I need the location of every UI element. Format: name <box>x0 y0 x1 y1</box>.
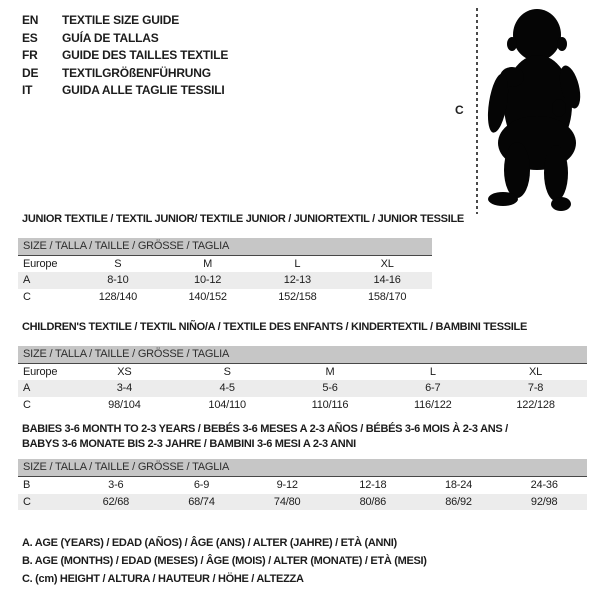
footnote-list <box>22 534 427 588</box>
row-label: Europe <box>23 365 58 378</box>
table-title-line: BABIES 3-6 MONTH TO 2-3 YEARS / BEBÉS 3-6 MESES A 2-3 AÑOS / BÉBÉS 3-6 MOIS À 2-3 ANS / <box>22 423 508 435</box>
size-value-cell: 116/122 <box>414 398 452 411</box>
junior-textile-table <box>18 212 464 305</box>
table-title-line: JUNIOR TEXTILE / TEXTIL JUNIOR/ TEXTILE JUNIOR / JUNIORTEXTIL / JUNIOR TESSILE <box>22 213 464 225</box>
size-value-cell: 62/68 <box>102 495 130 508</box>
size-value-cell: 5-6 <box>322 382 338 394</box>
size-value-cell: 152/158 <box>278 290 317 303</box>
size-value-cell: M <box>203 257 213 270</box>
language-code: ES <box>22 30 38 45</box>
row-label: C <box>23 290 31 303</box>
size-value-cell: L <box>429 365 436 378</box>
size-value-cell: 74/80 <box>273 495 301 508</box>
size-value-cell: 158/170 <box>367 290 407 303</box>
language-label: GUIDE DES TAILLES TEXTILE <box>62 48 229 62</box>
footnote-line-b: B. AGE (MONTHS) / EDAD (MESES) / ÂGE (MOIS) / ALTER (MONATE) / ETÀ (MESI) <box>22 555 427 567</box>
size-value-cell: 6-9 <box>193 479 210 491</box>
size-value-cell: 12-18 <box>359 479 387 491</box>
size-value-cell: 128/140 <box>98 290 138 303</box>
size-value-cell: 104/110 <box>208 398 246 411</box>
size-value-cell: 3-6 <box>108 479 124 491</box>
language-row-es <box>22 30 228 48</box>
table-row-a <box>18 380 587 397</box>
junior-table-title <box>18 212 464 227</box>
table-row-c <box>18 397 587 414</box>
size-value-cell: M <box>325 365 335 378</box>
size-value-cell: 14-16 <box>373 274 401 286</box>
babies-size-header-band: SIZE / TALLA / TAILLE / GRÖSSE / TAGLIA <box>18 459 587 477</box>
size-value-cell: 140/152 <box>188 290 227 303</box>
height-measure-dashed-line <box>476 8 478 214</box>
language-row-fr <box>22 47 228 65</box>
size-value-cell: 68/74 <box>188 495 215 508</box>
size-value-cell: 10-12 <box>194 274 222 286</box>
size-value-cell: XL <box>380 257 394 270</box>
size-value-cell: 7-8 <box>527 382 544 394</box>
junior-size-header-band: SIZE / TALLA / TAILLE / GRÖSSE / TAGLIA <box>18 238 432 256</box>
row-label: C <box>23 495 31 508</box>
children-size-header-band: SIZE / TALLA / TAILLE / GRÖSSE / TAGLIA <box>18 346 587 364</box>
table-title-line: CHILDREN'S TEXTILE / TEXTIL NIÑO/A / TEXTILE DES ENFANTS / KINDERTEXTIL / BAMBINI TESSILE <box>22 321 527 333</box>
table-row-europe <box>18 256 432 273</box>
table-row-b <box>18 477 587 494</box>
size-value-cell: 3-4 <box>116 382 133 394</box>
size-value-cell: 18-24 <box>444 479 473 491</box>
language-label: GUÍA DE TALLAS <box>62 30 159 45</box>
row-label: A <box>23 274 31 286</box>
size-value-cell: L <box>294 257 301 270</box>
table-row-europe <box>18 364 587 381</box>
language-label: GUIDA ALLE TAGLIE TESSILI <box>62 83 225 97</box>
size-value-cell: S <box>223 365 231 378</box>
language-label: TEXTILE SIZE GUIDE <box>62 13 180 27</box>
toddler-silhouette-icon <box>482 5 598 215</box>
language-code: DE <box>22 65 39 80</box>
footnote-line-c: C. (cm) HEIGHT / ALTURA / HAUTEUR / HÖHE / ALTEZZA <box>22 573 304 585</box>
language-label: TEXTILGRÖßENFÜHRUNG <box>62 65 211 80</box>
size-value-cell: 86/92 <box>445 495 472 508</box>
language-code: FR <box>22 48 38 62</box>
size-value-cell: 24-36 <box>530 479 558 491</box>
children-textile-table <box>18 320 587 413</box>
size-value-cell: 110/116 <box>311 398 349 411</box>
row-label: A <box>23 382 31 394</box>
size-value-cell: 9-12 <box>276 479 298 491</box>
footnote-line-a: A. AGE (YEARS) / EDAD (AÑOS) / ÂGE (ANS) / ALTER (JAHRE) / ETÀ (ANNI) <box>22 537 397 549</box>
size-value-cell: XS <box>117 365 132 378</box>
language-row-it <box>22 82 228 100</box>
size-value-cell: 12-13 <box>283 274 311 286</box>
language-row-en <box>22 12 228 30</box>
table-title-line: BABYS 3-6 MONATE BIS 2-3 JAHRE / BAMBINI 3-6 MESI A 2-3 ANNI <box>22 437 356 450</box>
size-value-cell: 92/98 <box>530 495 558 508</box>
table-row-a <box>18 272 432 289</box>
language-code: EN <box>22 13 39 27</box>
table-row-c <box>18 494 587 511</box>
row-label: C <box>23 398 31 411</box>
size-value-cell: 4-5 <box>219 382 235 394</box>
row-label: Europe <box>23 257 58 270</box>
size-value-cell: 98/104 <box>108 398 141 411</box>
language-row-de <box>22 65 228 83</box>
children-table-title <box>18 320 587 335</box>
babies-textile-table <box>18 422 587 510</box>
table-row-c <box>18 289 432 306</box>
size-value-cell: 6-7 <box>425 382 441 394</box>
row-label: B <box>23 479 31 491</box>
size-value-cell: 80/86 <box>359 495 387 508</box>
height-measure-label: C <box>455 103 464 117</box>
language-list <box>22 12 228 100</box>
size-value-cell: 8-10 <box>107 274 129 286</box>
size-value-cell: XL <box>529 365 543 378</box>
size-value-cell: 122/128 <box>516 398 555 411</box>
language-code: IT <box>22 83 33 97</box>
size-value-cell: S <box>114 257 122 270</box>
babies-table-title <box>18 422 587 451</box>
